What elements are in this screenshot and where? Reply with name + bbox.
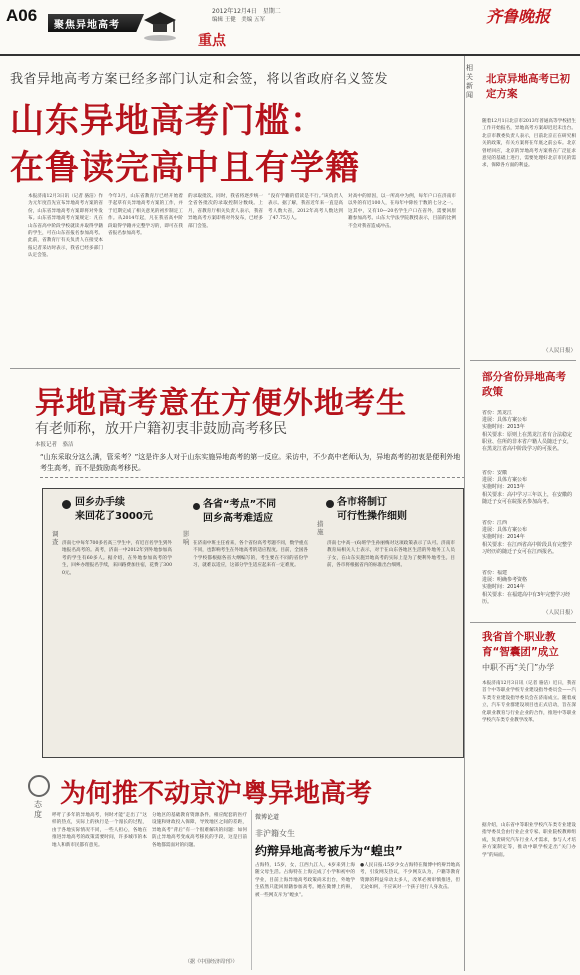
sidebar-title-3: 我省首个职业教育“智囊团”成立 <box>482 631 559 658</box>
page-number: A06 <box>6 6 38 25</box>
section-key-label: 重点 <box>198 33 226 49</box>
third-title: 为何推不动京沪粤异地高考 <box>60 779 373 809</box>
box-tag-survey: 调查 <box>52 530 59 546</box>
sidebar-title-2: 部分省份异地高考政策 <box>482 371 566 398</box>
commentary-subtitle: 非沪籍女生 <box>255 829 295 838</box>
graduation-cap-icon <box>140 6 180 44</box>
sidebar-text-3b: 据介绍，山东省中等职业学校汽车类专业建设指导委员会由行业企业专家、职业院校教师组成，负责研究汽车行业人才需求，参与人才培养方案制定等，推动中职学校走出“关门办学”的局面。 <box>482 823 576 858</box>
sidebar-rule <box>470 622 576 623</box>
box-tag-measure: 措施 <box>317 520 324 536</box>
third-source: （据《中国经济周刊》） <box>185 959 238 965</box>
box-text-2: 在济南中班主任看来，各个省份高考考题不同，数学重点不同，也影响考生在外地高考的适应程度。目前，全国各个学校都根据各省大纲编写的，考生要在不同的省份学习，就难以适应，这部分学生适应起来有一定难度。 <box>193 541 308 569</box>
sidebar-source-2: （人民日报） <box>542 610 576 616</box>
sidebar-source-1: （人民日报） <box>542 348 576 354</box>
section-band-label: 聚焦异地高考 <box>54 20 120 31</box>
box-tag-impact: 影响 <box>183 530 190 546</box>
sidebar-section-1 <box>486 72 576 102</box>
third-column-2: 分地区的基础教育资源条件，相应配套的医疗设施和财政投入保障，导致地区之间的差距，异地高考“背后”有一个很难解决的问题：如何防止异地高考变成高考移民的手段，这是目前各地都需面对的问题。 <box>152 813 247 848</box>
second-title: 异地高考意在方便外地考生 <box>35 386 407 421</box>
sidebar-divider <box>464 56 465 971</box>
lead-column-3: 的录取批次。同时，我省将逐步统一全省各批次的录取控制分数线。上月，省教育厅相关负责人表示，我省异地高考方案即将对外发布，已经多部门会签。 <box>188 194 263 229</box>
issue-date: 2012年12月4日 星期二 <box>212 8 281 15</box>
box-text-1: 济南七中每年700多名高三学生中，有近百名学生到外地报名高考的。高考，济南一中2012年到外地参加高考的学生有60多人。据介绍，在外地参加高考的学生，回乡办理报名手续，来回路费加住宿，花费了3000元。 <box>62 541 172 576</box>
lead-column-1: 本报济南12月3日讯（记者 骆洁）作为元年度首先宣布异地高考方案的省份，山东省异地高考方案即将对外发布。山东省异地高考方案规定：凡在山东省高中阶段学校就读并取得学籍的学生，可在山东省报名参加高考。此前，省教育厅有关负责人在接受本报记者采访时表示，我省已经多部门认定会签。 <box>28 194 103 259</box>
lead-column-2: 今年3月，山东省教育厅已经开始着手起草有关异地高考方案的工作，并于近期完成了相关意见的初步制定工作。从2014年起，凡在我省高中阶段取得学籍并完整学习的，即可在我省报名参加高考。 <box>108 194 183 237</box>
policy-item: 省份：江西 进展：具体方案公布 实施时间：2014年 相关要求：在江西省高中阶段具有完整学习经历的随迁子女可在江西报名。 <box>482 520 573 555</box>
policy-item: 省份：黑龙江 进展：具体方案公布 实施时间：2013年 相关要求：原则上在黑龙江省有合法稳定职业、住所的非本省户籍人员随迁子女，在黑龙江省高中阶段学习的可报名。 <box>482 410 573 453</box>
sidebar-title-1: 北京异地高考已初定方案 <box>486 73 570 100</box>
sidebar-text-3: 本报济南12月3日讯（记者 骆洁）近日，我省首个中等职业学校专业建设指导委员会——汽车类专业建设指导委员会在济南成立。随着成立，汽车专业群建设项目也正式启动，旨在深化职业教育与行业企业的合作，推进中等职业学校汽车类专业教学改革。 <box>482 681 576 724</box>
policy-item: 省份：福建 进展：明确参考资格 实施时间：2014年 相关要求：在福建高中有3年完整学习经历。 <box>482 570 571 605</box>
bullet-icon <box>326 500 334 508</box>
commentary-column-1: 占海特，15岁，女，江西九江人，4岁来到上海随父母生活。占海特在上海完成了小学和初中的学业，目前上海异地高考政策尚未出台，外地学生依然只能回原籍参加高考。她在微博上约辩，被一些网友斥为“蝗虫”。 <box>255 863 355 898</box>
newspaper-logo: 齐鲁晚报 <box>486 7 551 26</box>
section-divider <box>10 368 460 369</box>
box-title-1: 回乡办手续 来回花了3000元 <box>75 497 153 522</box>
lead-title-line1: 山东异地高考门槛： <box>10 101 325 141</box>
attitude-circle-icon <box>28 775 50 797</box>
commentary-title: 约辩异地高考被斥为“蝗虫” <box>255 844 403 858</box>
third-column-1: 呼吁了多年的异地高考，何时才能“走出了”这样的热点，实际上的执行是一个漫长的过程，由于各地实际情况不同，一些人担心，各地在推进异地高考的政策需要时间，许多城市的本地人和新市民都有意见。 <box>52 813 147 848</box>
editor-credit: 编辑 王健 美编 五军 <box>212 17 265 23</box>
header-divider <box>0 54 580 56</box>
second-subtitle: 有老师称，放开户籍初衷非鼓励高考移民 <box>35 421 287 437</box>
related-news-label: 相关新闻 <box>466 64 473 99</box>
box-text-3: 济南七中高一(6)班学生孙丽梅对这项政策表示了认可。济南市教育局相关人士表示，对于在山东各地区生活的外地务工人员子女，在山东实施异地高考的实际上是为了便利外地考生。目前，各市将根据省内的标准出台细则。 <box>327 541 455 569</box>
commentary-kicker: 微博论道 <box>255 814 280 821</box>
bullet-icon <box>193 503 200 510</box>
sidebar-text-1: 随着12月1日北京市2013年普通高等学校招生工作开始报名，异地高考方案却迟迟未出台。北京市教委负责人表示，目前北京正在研究相关的政策，有关方案将在年底之前公布。北京曾经回应，北京的异地高考方案将在广泛征求意见的基础上进行，需要处理好北京市民的需求，保障各方面的利益。 <box>482 119 576 169</box>
policy-item: 省份：安徽 进展：具体方案公布 实施时间：2013年 相关要求：高中学习三年以上，在安徽的随迁子女可在皖报名参加高考。 <box>482 470 573 505</box>
second-quote: “山东采取分这么满，管采考？”这是许多人对于山东实施异地高考的第一反应。采访中，不少高中老师认为，异地高考的初衷是便利外地考生高考，而不是鼓励高考移民。 <box>40 452 465 478</box>
lead-column-5: 对高中的原因，以一所高中为例，每年户口在济南市以外的有近100人，在每年中除佐于数的七分之一。这其中，又有10—20名学生户口在省外，需要回原籍参加高考。山东大学法学院教授表示，目前的比例不会对我省造成冲击。 <box>348 194 456 229</box>
attitude-tag: 态度 <box>34 800 42 819</box>
sidebar-subtitle-3: 中职不再“关门”办学 <box>482 663 555 672</box>
second-byline: 本报记者 骆洁 <box>35 442 74 448</box>
bullet-icon <box>62 500 71 509</box>
lead-title-line2: 在鲁读完高中且有学籍 <box>10 148 360 188</box>
box-title-2: 各省“考点”不同 回乡高考难适应 <box>203 499 277 524</box>
lead-kicker: 我省异地高考方案已经多部门认定和会签，将以省政府名义签发 <box>10 72 389 87</box>
box-title-3: 各市将制订 可行性操作细则 <box>337 497 407 522</box>
sidebar-rule <box>470 360 576 361</box>
lead-column-4: “没有学籍的借读是不行。”该负责人表示。据了解，我省近年来一直是高考人数大省，2012年高考人数达到了47.75万人。 <box>268 194 343 222</box>
commentary-column-2: ●人民日报:15岁少女占海特在微博中约辩异地高考，引发网友热议，不少网友认为，户籍等教育资源的利益牵动太多人，改革必须审慎推进，但无论如何，不应该对一个孩子进行人身攻击。 <box>360 863 460 891</box>
